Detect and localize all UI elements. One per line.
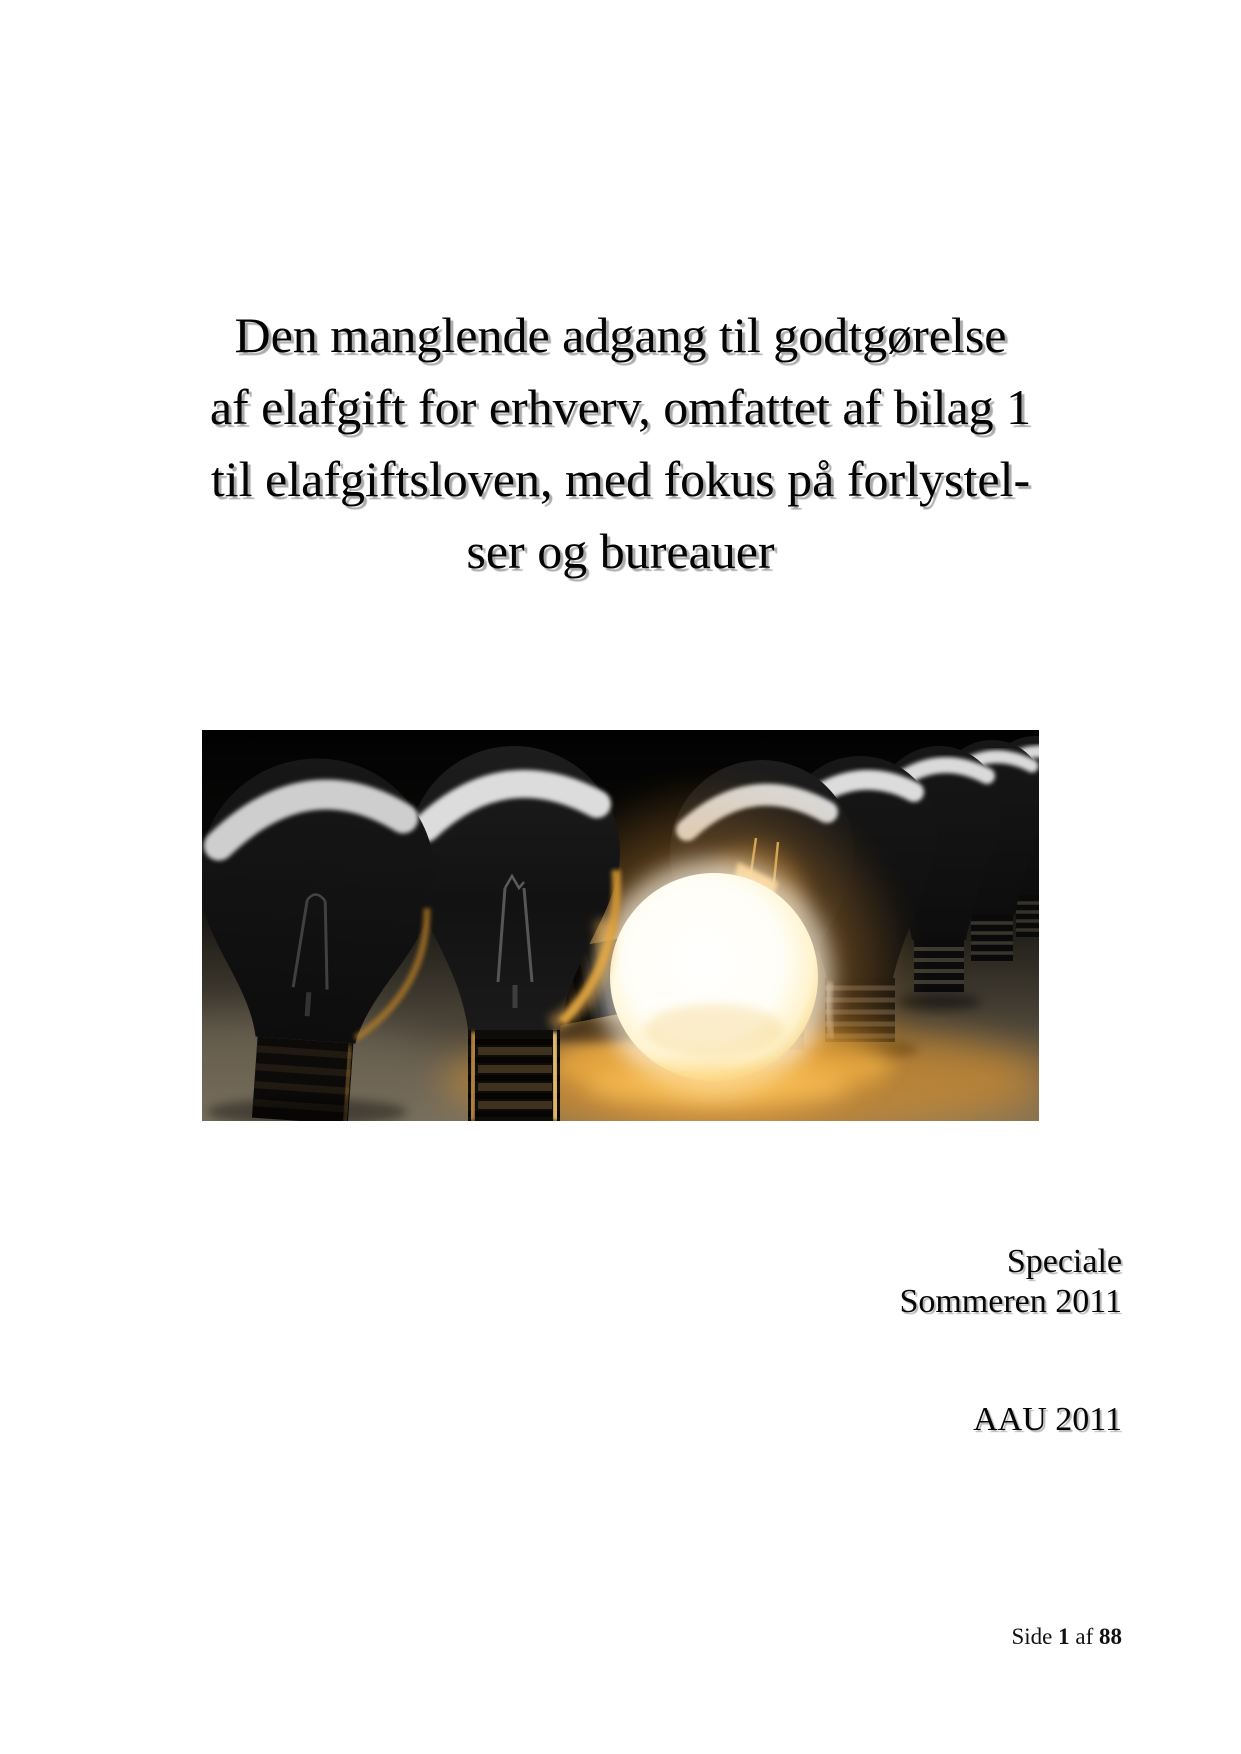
title-line: til elafgiftsloven, med fokus på forlystel- [210, 451, 1031, 507]
title-line: af elafgift for erhverv, omfattet af bilag 1 [209, 379, 1032, 435]
footer-total-pages: 88 [1099, 1624, 1122, 1649]
lightbulbs-photo [202, 730, 1039, 1121]
page-footer [1011, 1623, 1122, 1651]
footer-page-number: 1 [1058, 1624, 1070, 1649]
page-title [55, 299, 1186, 587]
thesis-meta [899, 1242, 1122, 1322]
title-line: ser og bureauer [466, 523, 775, 579]
thesis-type: Speciale [1006, 1243, 1122, 1280]
footer-separator: af [1075, 1624, 1094, 1649]
footer-label: Side [1011, 1624, 1053, 1649]
institution [973, 1400, 1122, 1440]
lit-bulb-globe [596, 859, 832, 1095]
title-line: Den manglende adgang til godtgørelse [234, 307, 1007, 363]
institution-label: AAU 2011 [973, 1401, 1122, 1438]
lightbulbs-image [202, 730, 1039, 1121]
thesis-term: Sommeren 2011 [899, 1283, 1122, 1320]
